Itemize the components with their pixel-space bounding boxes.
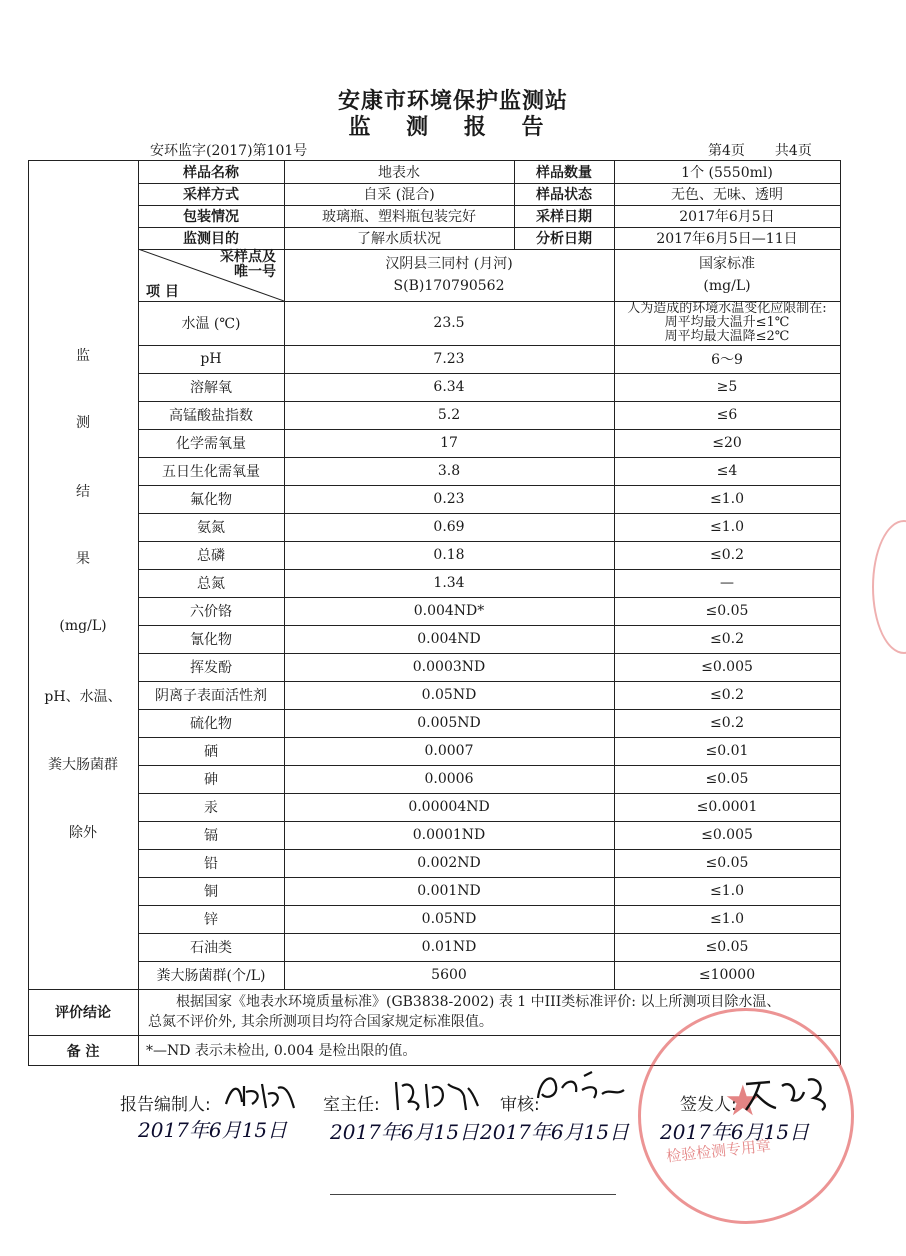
row-item: pH [200,351,222,367]
row-value: 7.23 [433,351,465,367]
sample-qty-label: 样品数量 [536,165,592,181]
row-item: 阴离子表面活性剂 [155,688,267,704]
row-value: 0.00004ND [408,799,490,815]
purpose-value: 了解水质状况 [357,231,441,247]
row-value: 0.002ND [417,855,481,871]
row-item: 挥发酚 [190,660,232,676]
diagonal-bottom-label: 项 目 [146,284,179,300]
row-standard: ≤0.2 [710,547,744,563]
bottom-rule [330,1194,616,1195]
row-value: 5600 [431,967,467,983]
row-standard: ≤0.05 [705,603,749,619]
row-value: 0.0003ND [412,659,486,675]
compiler-date: 2017年6月15日 [138,1118,288,1142]
row-standard: ≤0.05 [705,771,749,787]
row-standard: ≤0.05 [705,855,749,871]
page-total: 共4页 [774,143,812,159]
row-item: 汞 [204,800,218,816]
row-value: 0.0006 [424,771,474,787]
director-signature [390,1076,482,1114]
method-value: 自采 (混合) [363,187,435,203]
grid-line [28,989,840,990]
row-item: 水温 (℃) [181,316,241,332]
row-value: 17 [440,435,458,451]
page-number: 第4页 [708,143,745,159]
package-value: 玻璃瓶、塑料瓶包装完好 [322,209,476,225]
standard-header: 国家标准 [699,256,755,272]
director-date: 2017年6月15日 [330,1120,480,1144]
row-value: 0.05ND [421,911,477,927]
row-value: 6.34 [433,379,465,395]
grid-line [28,160,138,161]
row-standard: — [720,575,734,591]
row-standard: ≤10000 [698,967,756,983]
row-value: 0.23 [433,491,465,507]
row-value: 1.34 [433,575,465,591]
purpose-label: 监测目的 [183,231,239,247]
row-standard-line: 周平均最大温降≤2℃ [664,329,790,344]
side-label: 测 [76,415,90,431]
row-standard: ≤4 [716,463,738,479]
reviewer-date: 2017年6月15日 [480,1120,630,1144]
row-item: 总磷 [197,548,225,564]
row-value: 0.0007 [424,743,474,759]
side-label: (mg/L) [59,618,107,634]
diagonal-top-label: 采样点及 唯一号 [220,249,276,280]
site-name: 汉阴县三同村 (月河) [385,256,513,272]
row-standard: 6～9 [711,352,743,368]
report-title: 监 测 报 告 [348,114,558,140]
compiler-signature [222,1078,298,1112]
side-label: 果 [76,551,90,567]
side-label: 粪大肠菌群 [48,757,118,773]
standard-unit: (mg/L) [703,278,751,294]
row-item: 镉 [204,828,218,844]
row-standard: ≤6 [716,407,738,423]
row-standard: ≤1.0 [710,883,744,899]
state-value: 无色、无味、透明 [671,187,783,203]
row-value: 0.18 [433,547,465,563]
analysis-date-value: 2017年6月5日—11日 [656,231,798,247]
row-item: 铜 [204,884,218,900]
row-standard-line: 周平均最大温升≤1℃ [664,315,790,330]
row-standard-line: 人为造成的环境水温变化应限制在: [627,301,827,316]
stamp-star-icon: ★ [724,1076,762,1125]
stamp-text: 检验检测专用章 [665,1136,772,1166]
row-item: 化学需氧量 [176,436,246,452]
row-item: 氰化物 [190,632,232,648]
sampling-date-value: 2017年6月5日 [679,209,775,225]
sample-qty-value: 1个 (5550ml) [681,165,773,181]
side-label: 除外 [69,825,97,841]
page-info [708,140,812,160]
remark-label: 备 注 [66,1044,100,1060]
remark-text: *—ND 表示未检出, 0.004 是检出限的值。 [146,1043,417,1059]
row-value: 0.0001ND [412,827,486,843]
grid-line [840,160,841,1065]
row-standard: ≤0.0001 [696,799,758,815]
row-standard: ≤20 [712,435,742,451]
side-label: 结 [76,484,90,500]
row-standard: ≤0.2 [710,687,744,703]
row-standard: ≤0.005 [701,827,753,843]
row-standard: ≤0.01 [705,743,749,759]
issuer-signature [742,1072,832,1114]
row-item: 总氮 [197,576,225,592]
row-standard: ≤1.0 [710,911,744,927]
evaluation-text: 根据国家《地表水环境质量标准》(GB3838-2002) 表 1 中III类标准评价: 以上所测项目除水温、 总氮不评价外, 其余所测项目均符合国家规定标准限值。 [148,994,781,1030]
row-item: 石油类 [190,940,232,956]
row-item: 高锰酸盐指数 [169,408,253,424]
reviewer-label: 审核: [500,1095,540,1115]
compiler-label: 报告编制人: [120,1095,211,1115]
side-label: 监 [76,348,90,364]
row-item: 溶解氧 [190,380,232,396]
row-item: 硒 [204,744,218,760]
row-value: 5.2 [437,407,461,423]
row-value: 0.004ND* [413,603,485,619]
analysis-date-label: 分析日期 [536,231,592,247]
grid-line [138,989,139,1065]
row-value: 0.05ND [421,687,477,703]
row-standard: ≥5 [716,379,738,395]
method-label: 采样方式 [183,187,239,203]
row-value: 3.8 [437,463,461,479]
grid-line [28,160,29,1065]
issuer-label: 签发人: [680,1095,737,1115]
row-value: 23.5 [433,315,465,331]
issuer-date: 2017年6月15日 [660,1120,810,1144]
row-value: 0.004ND [417,631,481,647]
row-item: 氨氮 [197,520,225,536]
row-value: 0.69 [433,519,465,535]
row-value: 0.01ND [421,939,477,955]
site-id: S(B)170790562 [393,278,505,294]
row-standard: ≤1.0 [710,491,744,507]
row-standard: ≤1.0 [710,519,744,535]
row-item: 六价铬 [190,604,232,620]
row-standard: ≤0.005 [701,659,753,675]
sample-name-value: 地表水 [378,165,420,181]
row-value: 0.005ND [417,715,481,731]
organization-title: 安康市环境保护监测站 [337,88,568,114]
package-label: 包装情况 [183,209,239,225]
row-item: 锌 [204,912,218,928]
row-value: 0.001ND [417,883,481,899]
state-label: 样品状态 [536,187,592,203]
sample-name-label: 样品名称 [183,165,239,181]
row-item: 粪大肠菌群(个/L) [156,968,266,984]
side-label: pH、水温、 [44,689,122,705]
director-label: 室主任: [323,1095,380,1115]
row-item: 硫化物 [190,716,232,732]
reference-number: 安环监字(2017)第101号 [150,143,308,159]
row-standard: ≤0.05 [705,939,749,955]
row-item: 铅 [204,856,218,872]
row-standard [614,301,840,345]
partial-seal [872,520,906,654]
row-standard: ≤0.2 [710,631,744,647]
sampling-date-label: 采样日期 [536,209,592,225]
row-item: 氟化物 [190,492,232,508]
row-item: 五日生化需氧量 [162,464,260,480]
reviewer-signature [532,1068,628,1108]
row-item: 砷 [204,772,218,788]
row-standard: ≤0.2 [710,715,744,731]
evaluation-label: 评价结论 [55,1005,111,1021]
